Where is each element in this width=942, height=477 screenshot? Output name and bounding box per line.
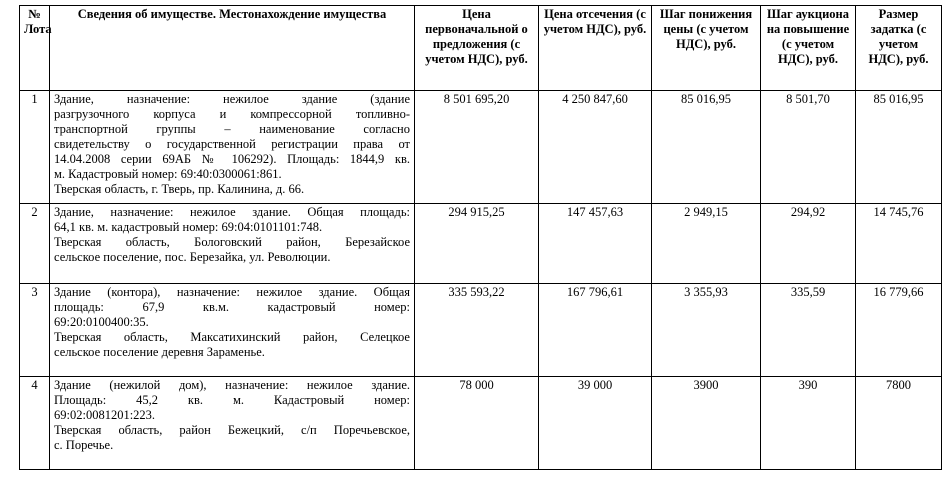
property-description <box>50 284 415 377</box>
table-header <box>20 6 942 91</box>
lot-number: 3 <box>20 284 50 377</box>
initial-price-value: 78 000 <box>415 377 539 470</box>
property-description <box>50 91 415 204</box>
header-initial-price: Цена первоначальной о предложения (с учетом НДС), руб. <box>415 6 539 91</box>
header-price-step-down: Шаг понижения цены (с учетом НДС), руб. <box>652 6 761 91</box>
table-row <box>20 284 942 377</box>
deposit-value: 85 016,95 <box>856 91 942 204</box>
description-line: с. Поречье. <box>54 438 114 452</box>
cutoff-price-value: 4 250 847,60 <box>539 91 652 204</box>
deposit-value: 16 779,66 <box>856 284 942 377</box>
deposit-value: 14 745,76 <box>856 204 942 284</box>
description-line: свидетельству о государственной регистрации права от <box>54 137 410 151</box>
description-line: 69:20:0100400:35. <box>54 315 149 329</box>
cutoff-price-value: 39 000 <box>539 377 652 470</box>
header-cutoff-price: Цена отсечения (с учетом НДС), руб. <box>539 6 652 91</box>
description-line: Тверская область, район Бежецкий, с/п Поречьевское, <box>54 423 410 437</box>
description-line: Тверская область, г. Тверь, пр. Калинина, д. 66. <box>54 182 305 196</box>
cutoff-price-value: 167 796,61 <box>539 284 652 377</box>
initial-price-value: 335 593,22 <box>415 284 539 377</box>
description-line: Площадь: 45,2 кв. м. Кадастровый номер: <box>54 393 410 407</box>
description-line: Здание, назначение: нежилое здание (здание <box>54 92 410 106</box>
auction-step-up-value: 294,92 <box>761 204 856 284</box>
description-line: 14.04.2008 серии 69АБ № 106292). Площадь: 1844,9 кв. <box>54 152 410 166</box>
description-line: Здание (нежилой дом), назначение: нежилое здание. <box>54 378 410 392</box>
description-line: Тверская область, Бологовский район, Березайское <box>54 235 410 249</box>
property-description <box>50 204 415 284</box>
description-line: Тверская область, Максатихинский район, Селецкое <box>54 330 410 344</box>
description-line: сельское поселение деревня Зараменье. <box>54 345 265 359</box>
header-deposit: Размер задатка (с учетом НДС), руб. <box>856 6 942 91</box>
cutoff-price-value: 147 457,63 <box>539 204 652 284</box>
description-line: транспортной группы – наименование согласно <box>54 122 410 136</box>
header-lot-number: № Лота <box>20 6 50 91</box>
table-row <box>20 377 942 470</box>
description-line: разгрузочного корпуса и компрессорной топливно- <box>54 107 410 121</box>
price-step-down-value: 85 016,95 <box>652 91 761 204</box>
initial-price-value: 294 915,25 <box>415 204 539 284</box>
lot-number: 2 <box>20 204 50 284</box>
price-step-down-value: 3 355,93 <box>652 284 761 377</box>
header-auction-step-up: Шаг аукциона на повышение (с учетом НДС), руб. <box>761 6 856 91</box>
header-property-info: Сведения об имуществе. Местонахождение имущества <box>50 6 415 91</box>
auction-step-up-value: 8 501,70 <box>761 91 856 204</box>
header-row <box>20 6 942 91</box>
table-row <box>20 91 942 204</box>
initial-price-value: 8 501 695,20 <box>415 91 539 204</box>
description-line: Здание (контора), назначение: нежилое здание. Общая <box>54 285 410 299</box>
table-row <box>20 204 942 284</box>
description-line: сельское поселение, пос. Березайка, ул. Революции. <box>54 250 331 264</box>
deposit-value: 7800 <box>856 377 942 470</box>
lot-number: 1 <box>20 91 50 204</box>
description-line: Здание, назначение: нежилое здание. Общая площадь: <box>54 205 410 219</box>
property-lots-table <box>19 5 942 470</box>
description-line: м. Кадастровый номер: 69:40:0300061:861. <box>54 167 282 181</box>
price-step-down-value: 2 949,15 <box>652 204 761 284</box>
property-description <box>50 377 415 470</box>
price-step-down-value: 3900 <box>652 377 761 470</box>
description-line: 69:02:0081201:223. <box>54 408 156 422</box>
description-line: 64,1 кв. м. кадастровый номер: 69:04:0101101:748. <box>54 220 323 234</box>
description-line: площадь: 67,9 кв.м. кадастровый номер: <box>54 300 410 314</box>
auction-step-up-value: 390 <box>761 377 856 470</box>
auction-step-up-value: 335,59 <box>761 284 856 377</box>
lot-number: 4 <box>20 377 50 470</box>
